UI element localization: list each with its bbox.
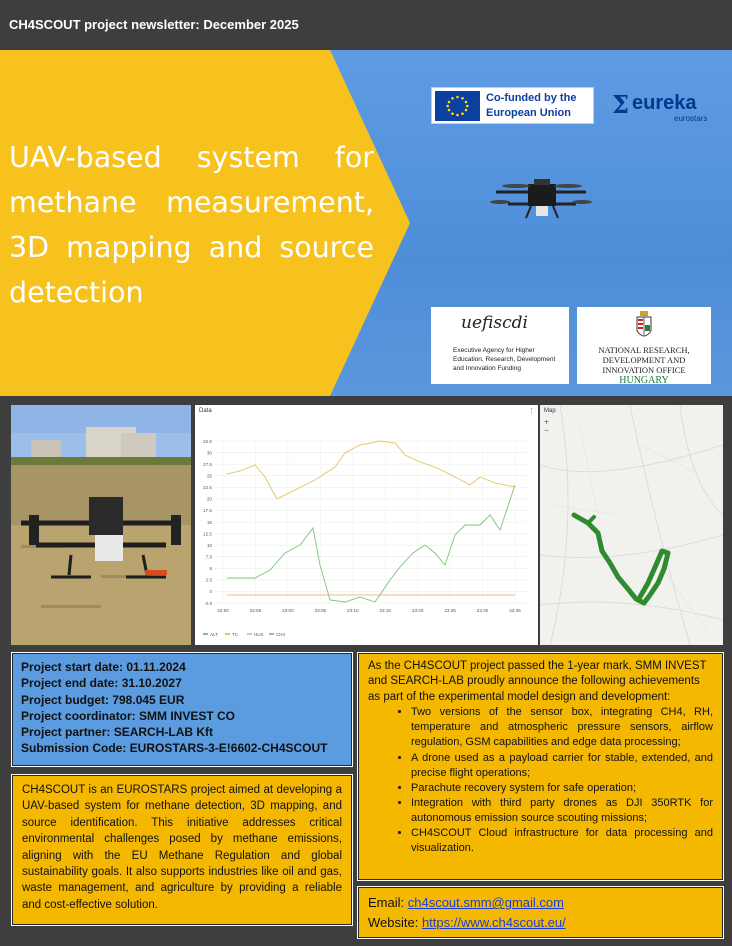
email-link[interactable]: ch4scout.smm@gmail.com [407,895,564,910]
x-tick-label: 23:05 [314,608,327,613]
list-item: • Two versions of the sensor box, integrating CH4, RH, temperature and atmospheric pressure sensors, airflow regulation, GSM capabilities and edge data processing; [411,705,713,750]
y-tick-label: 20 [206,496,212,502]
eureka-sub: eurostars [674,114,708,123]
y-tick-label: 25 [206,473,212,479]
x-tick-label: 23:25 [444,608,456,613]
map-panel-label: Map [544,408,556,414]
list-item: • Parachute recovery system for safe operation; [411,781,713,796]
y-tick-label: 17.5 [203,508,212,514]
newsletter-header [0,0,732,50]
y-tick-label: 32.5 [203,438,212,444]
project-coordinator: Project coordinator: SMM INVEST CO [21,708,236,723]
nkfih-description: NATIONAL RESEARCH, DEVELOPMENT AND INNOVATION OFFICE [598,345,690,375]
y-tick-label: 27.5 [203,461,212,467]
legend-label: ALT [210,632,218,637]
eureka-sigma-icon: Σ [612,90,629,119]
project-partner: Project partner: SEARCH-LAB Kft [21,725,214,740]
legend-label: HUS [254,632,264,637]
newsletter-title: CH4SCOUT project newsletter: December 2025 [9,17,299,32]
y-tick-label: 15 [206,519,212,525]
x-tick-label: 22:50 [217,608,229,613]
y-tick-label: 12.5 [203,531,212,537]
eu-cofunded-logo [431,87,594,124]
project-end-date: Project end date: 31.10.2027 [21,676,182,691]
telemetry-chart [195,405,538,645]
legend-label: TC [232,632,238,637]
project-budget: Project budget: 798.045 EUR [21,692,185,707]
project-description: CH4SCOUT is an EUROSTARS project aimed at developing a UAV-based system for methane detection, 3D mapping, and source identification. This initiative addresses critical environmental challenges posed by methane emissions, aligning with the EU Methane Regulation and global sustainability goals. It also supports industries like oil and gas, waste management, and agriculture by providing a reliable and cost-effective solution. [22,784,342,911]
y-tick-label: 22.5 [203,485,212,491]
chart-menu-icon[interactable]: ⋮ [528,407,535,415]
eureka-logo [612,92,717,124]
eu-cofunded-text: Co-funded by the European Union [486,92,577,119]
legend-swatch [203,633,208,635]
project-start-date: Project start date: 01.11.2024 [21,660,186,674]
hungary-crest-icon [635,311,653,341]
y-tick-label: 7.5 [205,554,212,560]
achievements-box [358,653,723,880]
project-info-box [12,653,352,766]
drone-flying-image [486,174,596,224]
email-label: Email: [368,895,408,910]
y-tick-label: 0 [209,589,212,595]
x-tick-label: 22:55 [249,608,262,613]
submission-code: Submission Code: EUROSTARS-3-E!6602-CH4SCOUT [21,741,328,756]
uefiscdi-description: Executive Agency for Higher Education, Research, Development and Innovation Funding [453,347,556,372]
list-item: • CH4SCOUT Cloud infrastructure for data processing and visualization. [411,826,713,856]
flight-map [540,405,723,645]
list-item: • A drone used as a payload carrier for stable, extended, and precise flight operations; [411,751,713,781]
eu-flag-icon [435,91,480,121]
y-tick-label: 5 [209,566,212,572]
series-line-alt [227,485,515,602]
uefiscdi-logo [431,307,569,384]
y-tick-label: 2.5 [205,577,212,583]
website-label: Website: [368,915,422,930]
legend-swatch [247,633,252,635]
y-tick-label: 10 [206,542,212,548]
legend-swatch [269,633,274,635]
map-zoom-controls[interactable]: + − [544,419,550,434]
achievements-list [368,705,713,856]
x-tick-label: 23:30 [476,608,489,613]
y-tick-label: -2.5 [204,600,212,606]
x-tick-label: 23:20 [411,608,424,613]
x-tick-label: 23:00 [282,608,294,613]
chart-panel-label: Data [199,408,212,414]
hero-title: UAV-based system for methane measurement, 3D mapping and source detection [9,141,374,309]
list-item: • Integration with third party drones as DJI 350RTK for autonomous emission source scouting missions; [411,796,713,826]
website-link[interactable]: https://www.ch4scout.eu/ [421,915,566,930]
map-panel [540,405,723,645]
series-line-tc [227,441,515,499]
y-tick-label: 30 [206,450,212,456]
legend-label: CH4 [276,632,286,637]
legend-swatch [225,633,230,635]
x-tick-label: 23:35 [509,608,521,613]
achievements-intro: As the CH4SCOUT project passed the 1-year mark, SMM INVEST and SEARCH-LAB proudly announce the following achievements as part of the experimental model design and development: [368,660,707,703]
nkfih-logo [577,307,711,384]
telemetry-chart-panel [195,405,538,645]
hero-banner [0,50,732,396]
nkfih-country: HUNGARY [619,375,669,386]
x-tick-label: 23:15 [379,608,391,613]
contact-box [358,887,723,938]
project-description-box [12,775,352,925]
x-tick-label: 23:10 [347,608,359,613]
eureka-word: eureka [632,92,697,114]
uefiscdi-wordmark: uefiscdi [461,313,528,333]
drone-ground-photo [11,405,191,645]
